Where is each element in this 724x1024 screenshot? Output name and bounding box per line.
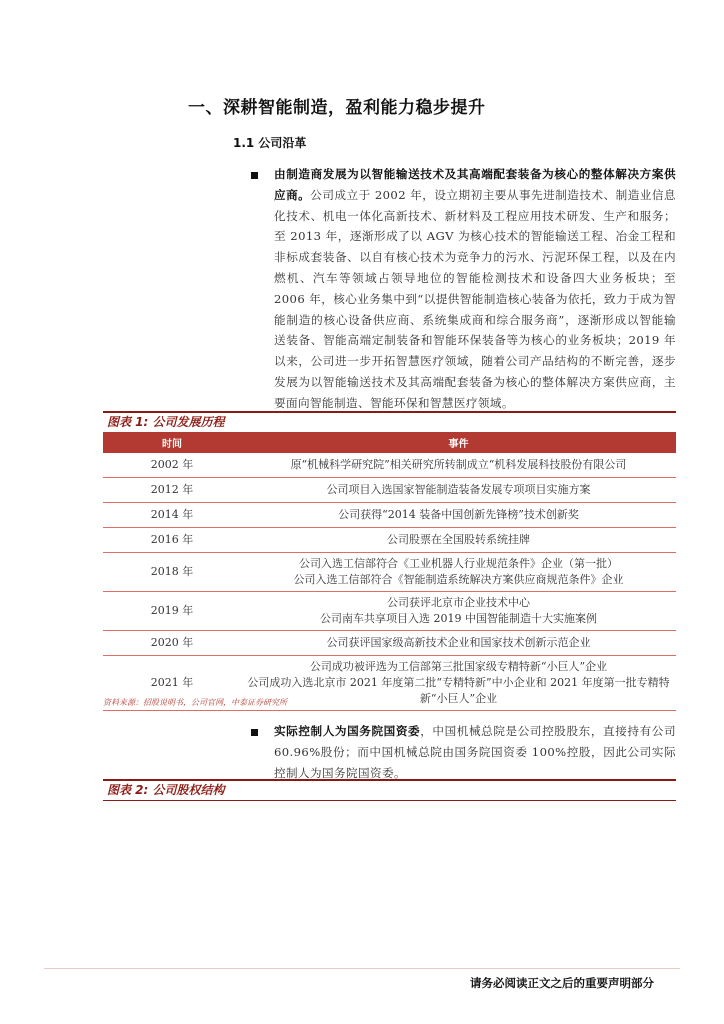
paragraph-body: 公司成立于 2002 年，设立期初主要从事先进制造技术、制造业信息化技术、机电一体化高新技术、新材料及工程应用技术研发、生产和服务；至 2013 年，逐渐形成了以 AGV 为核心技术的智能输送工程、冶金工程和非标成套装备、以自有核心技术为竞争力的污水、污泥环保工程，以及在内燃机、汽车等领域占领导地位的智能检测技术和设备四大业务板块；至 2006 年，核心业务集中到“以提供智能制造核心装备为依托，致力于成为智能制造的核心设备供应商、系统集成商和综合服务商”，逐渐形成以智能输送装备、智能高端定制装备和智能环保装备等为核心的业务板块；2019 年以来，公司进一步开拓智慧医疗领域，随着公司产品结构的不断完善，逐步发展为以智能输送技术及其高端配套装备为核心的整体解决方案供应商，主要面向智能制造、智能环保和智慧医疗领域。 <box>274 187 676 410</box>
cell-year: 2020 年 <box>103 631 241 656</box>
cell-event: 公司获评国家级高新技术企业和国家技术创新示范企业 <box>241 631 676 656</box>
figure-2-title-bar <box>103 779 676 801</box>
cell-event: 公司股票在全国股转系统挂牌 <box>241 528 676 553</box>
figure-1-title-bar <box>103 411 676 433</box>
cell-year: 2021 年 <box>103 656 241 711</box>
bullet-square-icon <box>251 729 258 736</box>
column-header-time: 时间 <box>103 432 241 453</box>
cell-year: 2016 年 <box>103 528 241 553</box>
table-row <box>103 478 676 503</box>
figure-1-source: 资料来源：招股说明书，公司官网，中泰证券研究所 <box>103 698 287 707</box>
development-timeline-table <box>103 432 676 711</box>
table-row <box>103 553 676 592</box>
cell-event: 公司获评北京市企业技术中心 公司南车共享项目入选 2019 中国智能制造十大实施案例 <box>241 592 676 631</box>
paragraph-lead: 由制造商发展为以智能输送技术及其高端配套装备为核心的整体解决方案供应商。 <box>274 167 676 202</box>
footer-divider <box>44 968 680 969</box>
paragraph-company-history <box>274 164 676 414</box>
table-row <box>103 631 676 656</box>
cell-year: 2019 年 <box>103 592 241 631</box>
subsection-heading: 1.1 公司沿革 <box>233 136 307 150</box>
cell-event: 公司成功被评选为工信部第三批国家级专精特新“小巨人”企业 公司成功入选北京市 2021 年度第二批“专精特新”中小企业和 2021 年度第一批专精特新“小巨人”企业 <box>241 656 676 711</box>
paragraph-body: ，中国机械总院是公司控股股东，直接持有公司 60.96%股份；而中国机械总院由国务院国资委 100%控股，因此公司实际控制人为国务院国资委。 <box>274 724 676 780</box>
cell-event: 原“机械科学研究院”相关研究所转制成立“机科发展科技股份有限公司 <box>241 453 676 478</box>
figure-1-title: 图表 1: 公司发展历程 <box>107 415 225 429</box>
cell-year: 2018 年 <box>103 553 241 592</box>
paragraph-controller <box>274 721 676 783</box>
table-row <box>103 528 676 553</box>
table-row <box>103 592 676 631</box>
footer-disclaimer: 请务必阅读正文之后的重要声明部分 <box>470 976 654 990</box>
cell-event: 公司获得“2014 装备中国创新先锋榜”技术创新奖 <box>241 503 676 528</box>
table-row <box>103 503 676 528</box>
cell-year: 2014 年 <box>103 503 241 528</box>
table-row <box>103 453 676 478</box>
column-header-event: 事件 <box>241 432 676 453</box>
section-heading: 一、深耕智能制造，盈利能力稳步提升 <box>188 98 486 118</box>
table-header-row <box>103 432 676 453</box>
figure-2-title: 图表 2: 公司股权结构 <box>107 783 225 797</box>
bullet-square-icon <box>251 172 258 179</box>
cell-year: 2002 年 <box>103 453 241 478</box>
cell-event: 公司入选工信部符合《工业机器人行业规范条件》企业（第一批） 公司入选工信部符合《智能制造系统解决方案供应商规范条件》企业 <box>241 553 676 592</box>
cell-event: 公司项目入选国家智能制造装备发展专项项目实施方案 <box>241 478 676 503</box>
cell-year: 2012 年 <box>103 478 241 503</box>
paragraph-lead: 实际控制人为国务院国资委 <box>274 724 421 738</box>
